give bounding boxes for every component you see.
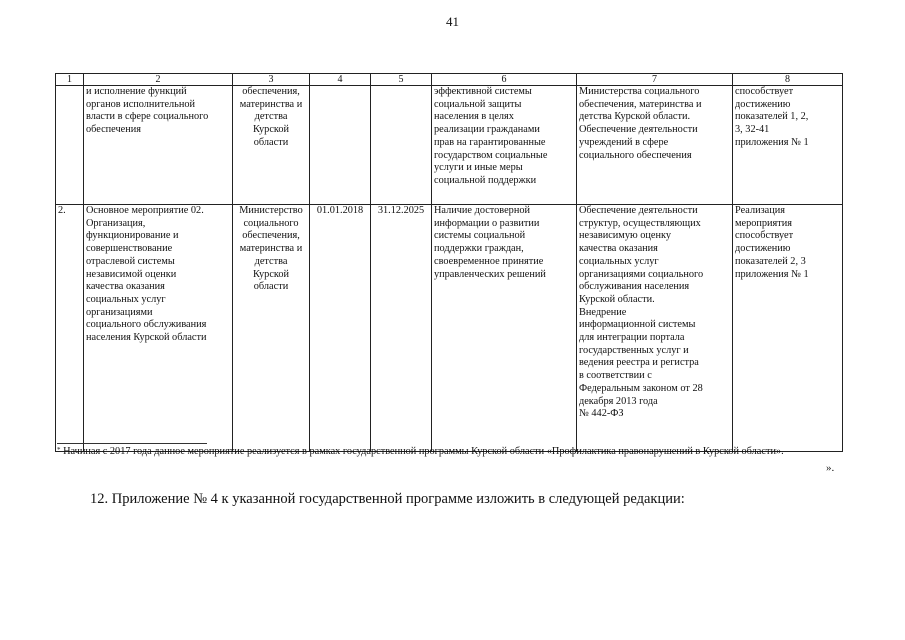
indicators-link-cell: Реализация мероприятия способствует достижению показателей 2, 3 приложения № 1 [733,205,843,452]
indicators-link-cell: способствует достижению показателей 1, 2, 3, 32-41 приложения № 1 [733,86,843,205]
table-row [56,86,843,205]
end-date-cell: 31.12.2025 [371,205,432,452]
start-date-cell [310,86,371,205]
table-header-row [56,74,843,86]
footnote-text: Начиная с 2017 года данное мероприятие реализуется в рамках государственной программы Курской области «Профилактика правонарушений в Курской области». [63,446,784,457]
end-date-cell [371,86,432,205]
column-header: 2 [84,74,233,86]
footnote-marker: * [57,446,61,454]
column-header: 3 [233,74,310,86]
section-instruction: 12. Приложение № 4 к указанной государственной программе изложить в следующей редакции: [90,491,685,507]
column-header: 6 [432,74,577,86]
start-date-cell: 01.01.2018 [310,205,371,452]
executor-cell: Министерство социального обеспечения, материнства и детства Курской области [233,205,310,452]
column-header: 5 [371,74,432,86]
footnote [57,444,827,460]
executor-cell: обеспечения, материнства и детства Курской области [233,86,310,205]
expected-result-cell: эффективной системы социальной защиты населения в целях реализации гражданами прав на гарантированные государством социальные услуги и иные меры социальной поддержки [432,86,577,205]
column-header: 8 [733,74,843,86]
row-number-cell [56,86,84,205]
column-header: 4 [310,74,371,86]
program-activities-table [55,73,843,452]
main-directions-cell: Министерства социального обеспечения, материнства и детства Курской области. Обеспечение деятельности учреждений в сфере социального обеспечения [577,86,733,205]
expected-result-cell: Наличие достоверной информации о развитии системы социальной поддержки граждан, своевременное принятие управленческих решений [432,205,577,452]
page-number: 41 [446,14,459,29]
row-number-cell: 2. [56,205,84,452]
column-header: 1 [56,74,84,86]
activity-name-cell: и исполнение функций органов исполнительной власти в сфере социального обеспечения [84,86,233,205]
column-header: 7 [577,74,733,86]
activity-name-cell: Основное мероприятие 02. Организация, функционирование и совершенствование отраслевой системы независимой оценки качества оказания социальных услуг организациями социального обслуживания населения Курской области [84,205,233,452]
table-row [56,205,843,452]
main-directions-cell: Обеспечение деятельности структур, осуществляющих независимую оценку качества оказания социальных услуг организациями социального обслуживания населения Курской области. Внедрение информационной системы для интеграции портала государственных услуг и ведения реестра и регистра в соответствии с Федеральным законом от 28 декабря 2013 года № 442-ФЗ [577,205,733,452]
closing-quote: ». [826,462,835,474]
